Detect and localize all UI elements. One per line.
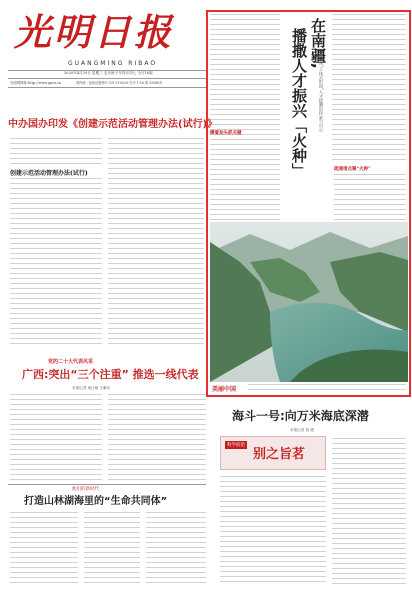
lead-subtitle: 创建示范活动管理办法(试行) xyxy=(10,170,88,177)
ecology-kicker: 他们的新时代 xyxy=(72,487,99,492)
masthead-title: 光明日报 xyxy=(14,10,174,54)
column-tag: 科学前沿 xyxy=(227,443,245,448)
haidou-byline: 本报记者 詹 媛 xyxy=(290,428,314,432)
ecology-title: 打造山林湖海里的“生命共同体” xyxy=(24,496,168,507)
feature-title-line2: 播撒人才振兴「火种」 xyxy=(290,28,308,178)
feature-title-line1: 在南疆, xyxy=(309,18,327,69)
feature-subtitle: ——山东“立体式组团”人才援疆的探索与启示 xyxy=(319,48,324,132)
column-box xyxy=(220,436,326,470)
feature-section1: 攒着劲头抓关键 xyxy=(210,131,242,136)
masthead-date: 2020年4月29日 星期三 农历庚子年四月初七 今日16版 xyxy=(64,71,153,75)
column-title: 别之旨茗 xyxy=(253,447,306,462)
masthead-pinyin: GUANGMING RIBAO xyxy=(68,60,158,67)
party-kicker: 党的二十大代表风采 xyxy=(48,359,94,365)
feature-section2: 疏通堵点聚“火种” xyxy=(334,167,371,172)
masthead-website: 光明网网址:http://www.gmw.cn xyxy=(10,81,62,85)
photo-tag: 美丽中国 xyxy=(212,386,237,393)
feature-photo xyxy=(210,222,408,382)
party-byline: 本报记者 周仕敏 王紫东 xyxy=(72,386,111,390)
masthead xyxy=(8,8,208,100)
lead-title: 中办国办印发《创建示范活动管理办法(试行)》 xyxy=(8,119,218,130)
haidou-title: 海斗一号:向万米海底深潜 xyxy=(232,409,369,423)
party-title: 广西:突出“三个注重” 推选一线代表 xyxy=(22,368,199,381)
lead-article xyxy=(8,118,218,132)
masthead-info: 国内统一连续出版物号 CN 11-0026 代号 1-16 第 25088号 xyxy=(76,81,163,85)
